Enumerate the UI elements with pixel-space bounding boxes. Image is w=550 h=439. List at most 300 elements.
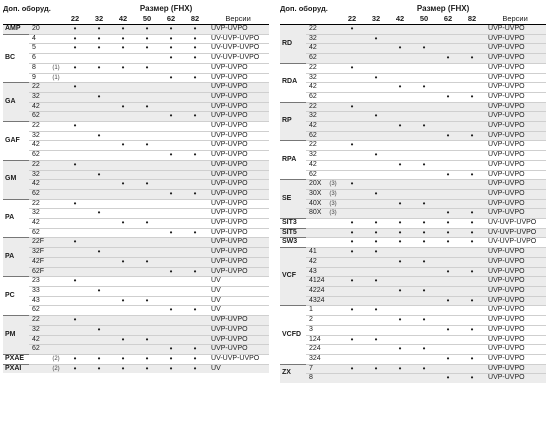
availability-dot: •	[412, 122, 436, 132]
empty-cell	[135, 345, 159, 355]
accessory-code: 22	[29, 122, 49, 132]
empty-cell	[460, 34, 484, 44]
availability-dot: •	[63, 199, 87, 209]
accessory-code: 43	[29, 296, 49, 306]
footnote-ref	[49, 209, 63, 219]
footnote-ref	[326, 131, 340, 141]
accessory-name: PC	[3, 277, 29, 316]
empty-cell	[364, 286, 388, 296]
empty-cell	[111, 122, 135, 132]
empty-cell	[436, 102, 460, 112]
size-group-header: Размер (FHX)	[139, 4, 193, 13]
accessory-name: BC	[3, 34, 29, 83]
availability-dot: •	[87, 34, 111, 44]
empty-cell	[412, 141, 436, 151]
accessory-code: 23	[29, 277, 49, 287]
empty-cell	[412, 306, 436, 316]
versions-value: UVP-UVPO	[484, 44, 546, 54]
empty-cell	[436, 277, 460, 287]
availability-dot: •	[63, 316, 87, 326]
empty-cell	[63, 219, 87, 229]
empty-cell	[436, 248, 460, 258]
availability-dot: •	[460, 267, 484, 277]
empty-cell	[460, 180, 484, 190]
empty-cell	[135, 112, 159, 122]
availability-dot: •	[436, 54, 460, 64]
versions-value: UVP-UVPO	[484, 296, 546, 306]
availability-dot: •	[63, 63, 87, 73]
empty-cell	[388, 277, 412, 287]
availability-dot: •	[111, 34, 135, 44]
empty-cell	[183, 248, 207, 258]
empty-cell	[388, 112, 412, 122]
availability-dot: •	[340, 180, 364, 190]
availability-dot: •	[364, 306, 388, 316]
size-header-22: 22	[340, 14, 364, 25]
versions-value: UVP-UVPO	[484, 277, 546, 287]
empty-cell	[340, 44, 364, 54]
empty-cell	[87, 345, 111, 355]
empty-cell	[135, 54, 159, 64]
footnote-ref	[49, 189, 63, 199]
empty-cell	[388, 354, 412, 364]
table-row	[280, 170, 546, 180]
versions-value: UV	[207, 306, 269, 316]
table-row	[3, 209, 269, 219]
table-row	[280, 34, 546, 44]
table-row	[280, 83, 546, 93]
availability-dot: •	[159, 345, 183, 355]
availability-dot: •	[388, 257, 412, 267]
availability-dot: •	[183, 267, 207, 277]
footnote-ref	[49, 122, 63, 132]
accessory-code: 7	[306, 364, 326, 374]
size-header-42: 42	[388, 14, 412, 25]
size-header-32: 32	[87, 14, 111, 25]
empty-cell	[364, 92, 388, 102]
empty-cell	[388, 54, 412, 64]
empty-cell	[135, 248, 159, 258]
empty-cell	[412, 25, 436, 35]
availability-dot: •	[87, 209, 111, 219]
empty-cell	[63, 345, 87, 355]
availability-dot: •	[183, 54, 207, 64]
empty-cell	[340, 286, 364, 296]
footnote-ref	[326, 296, 340, 306]
empty-cell	[460, 189, 484, 199]
table-row	[3, 238, 269, 248]
empty-cell	[63, 102, 87, 112]
availability-dot: •	[87, 131, 111, 141]
availability-dot: •	[111, 141, 135, 151]
accessory-name: VCF	[280, 248, 306, 306]
availability-dot: •	[340, 102, 364, 112]
availability-dot: •	[135, 25, 159, 35]
table-row	[280, 267, 546, 277]
empty-cell	[111, 325, 135, 335]
table-row	[3, 248, 269, 258]
empty-cell	[340, 92, 364, 102]
compatibility-table-right	[280, 3, 546, 383]
empty-cell	[183, 102, 207, 112]
empty-cell	[460, 102, 484, 112]
empty-cell	[135, 286, 159, 296]
accessory-name: PA	[3, 199, 29, 238]
table-row	[3, 73, 269, 83]
availability-dot: •	[63, 238, 87, 248]
empty-cell	[135, 131, 159, 141]
versions-value: UVP-UVPO	[484, 141, 546, 151]
empty-cell	[436, 257, 460, 267]
availability-dot: •	[412, 316, 436, 326]
table-row	[3, 335, 269, 345]
table-row	[3, 112, 269, 122]
empty-cell	[111, 286, 135, 296]
empty-cell	[388, 374, 412, 383]
empty-cell	[436, 160, 460, 170]
empty-cell	[460, 122, 484, 132]
availability-dot: •	[159, 267, 183, 277]
availability-dot: •	[460, 354, 484, 364]
availability-dot: •	[412, 199, 436, 209]
empty-cell	[159, 219, 183, 229]
availability-dot: •	[183, 345, 207, 355]
accessory-code: 8	[306, 374, 326, 383]
accessory-code: 32	[306, 112, 326, 122]
empty-cell	[183, 257, 207, 267]
empty-cell	[159, 141, 183, 151]
versions-value: UVP-UVPO	[484, 25, 546, 35]
accessory-code: 32	[29, 131, 49, 141]
availability-dot: •	[183, 34, 207, 44]
accessory-code: 42F	[29, 257, 49, 267]
empty-cell	[364, 316, 388, 326]
versions-value: UV-UVP-UVPO	[484, 219, 546, 229]
empty-cell	[388, 25, 412, 35]
footnote-ref	[326, 219, 340, 229]
empty-cell	[135, 325, 159, 335]
size-header-32: 32	[364, 14, 388, 25]
empty-cell	[63, 112, 87, 122]
availability-dot: •	[135, 354, 159, 364]
availability-dot: •	[111, 102, 135, 112]
footnote-ref	[49, 335, 63, 345]
footnote-ref	[326, 248, 340, 258]
accessory-code: 3	[306, 325, 326, 335]
empty-cell	[183, 296, 207, 306]
empty-cell	[436, 141, 460, 151]
table-row	[280, 374, 546, 383]
empty-cell	[87, 112, 111, 122]
footnote-ref	[49, 34, 63, 44]
empty-cell	[183, 83, 207, 93]
availability-dot: •	[183, 73, 207, 83]
footnote-ref	[49, 325, 63, 335]
empty-cell	[63, 151, 87, 161]
footnote-ref	[326, 277, 340, 287]
availability-dot: •	[436, 209, 460, 219]
empty-cell	[388, 209, 412, 219]
table-row	[3, 364, 269, 373]
availability-dot: •	[388, 199, 412, 209]
versions-value: UVP-UVPO	[484, 131, 546, 141]
empty-cell	[436, 34, 460, 44]
versions-value: UVP-UVPO	[207, 209, 269, 219]
empty-cell	[183, 238, 207, 248]
availability-dot: •	[412, 44, 436, 54]
footnote-ref	[49, 141, 63, 151]
empty-cell	[388, 141, 412, 151]
availability-dot: •	[436, 354, 460, 364]
table-row	[280, 25, 546, 35]
versions-value: UV-UVP-UVPO	[207, 34, 269, 44]
table-row	[3, 141, 269, 151]
availability-dot: •	[87, 63, 111, 73]
accessory-code: 2	[306, 316, 326, 326]
versions-value: UVP-UVPO	[207, 25, 269, 35]
availability-dot: •	[388, 83, 412, 93]
availability-dot: •	[63, 277, 87, 287]
availability-dot: •	[460, 238, 484, 248]
empty-cell	[159, 83, 183, 93]
empty-cell	[159, 325, 183, 335]
availability-dot: •	[412, 286, 436, 296]
empty-cell	[183, 170, 207, 180]
empty-cell	[460, 151, 484, 161]
availability-dot: •	[436, 296, 460, 306]
availability-dot: •	[388, 219, 412, 229]
table-row	[280, 277, 546, 287]
table-row	[280, 335, 546, 345]
availability-dot: •	[388, 286, 412, 296]
empty-cell	[460, 335, 484, 345]
availability-dot: •	[87, 364, 111, 373]
header-blank	[280, 14, 340, 25]
empty-cell	[87, 151, 111, 161]
availability-dot: •	[111, 296, 135, 306]
empty-cell	[460, 73, 484, 83]
availability-dot: •	[388, 160, 412, 170]
availability-dot: •	[364, 248, 388, 258]
availability-dot: •	[87, 44, 111, 54]
empty-cell	[436, 316, 460, 326]
empty-cell	[412, 151, 436, 161]
empty-cell	[460, 277, 484, 287]
empty-cell	[412, 277, 436, 287]
empty-cell	[111, 248, 135, 258]
availability-dot: •	[340, 63, 364, 73]
versions-value: UVP-UVPO	[484, 209, 546, 219]
empty-cell	[388, 306, 412, 316]
empty-cell	[388, 34, 412, 44]
accessory-code: 20	[29, 25, 49, 35]
availability-dot: •	[340, 228, 364, 238]
table-row	[280, 189, 546, 199]
empty-cell	[135, 160, 159, 170]
footnote-ref	[326, 325, 340, 335]
availability-dot: •	[87, 248, 111, 258]
empty-cell	[340, 257, 364, 267]
empty-cell	[364, 257, 388, 267]
versions-value: UVP-UVPO	[484, 92, 546, 102]
accessory-name: ZX	[280, 364, 306, 383]
accessory-code: 62	[29, 228, 49, 238]
availability-dot: •	[111, 25, 135, 35]
versions-value: UVP-UVPO	[484, 316, 546, 326]
empty-cell	[183, 160, 207, 170]
availability-dot: •	[159, 112, 183, 122]
versions-header: Версии	[484, 14, 546, 25]
versions-header: Версии	[207, 14, 269, 25]
footnote-ref	[326, 141, 340, 151]
accessory-code	[29, 364, 49, 373]
footnote-ref	[49, 316, 63, 326]
footnote-ref	[49, 296, 63, 306]
versions-value: UVP-UVPO	[207, 238, 269, 248]
empty-cell	[460, 44, 484, 54]
empty-cell	[111, 83, 135, 93]
empty-cell	[87, 267, 111, 277]
availability-dot: •	[460, 92, 484, 102]
footnote-ref: (1)	[49, 73, 63, 83]
empty-cell	[111, 131, 135, 141]
empty-cell	[111, 267, 135, 277]
empty-cell	[460, 112, 484, 122]
availability-dot: •	[183, 306, 207, 316]
table-row	[3, 354, 269, 364]
empty-cell	[87, 316, 111, 326]
empty-cell	[111, 345, 135, 355]
empty-cell	[340, 160, 364, 170]
accessory-code: 22	[29, 316, 49, 326]
accessory-code: 42	[29, 141, 49, 151]
availability-dot: •	[135, 257, 159, 267]
empty-cell	[135, 228, 159, 238]
footnote-ref	[326, 345, 340, 355]
accessory-code: 43	[306, 267, 326, 277]
availability-dot: •	[135, 141, 159, 151]
accessory-name: VCFD	[280, 306, 306, 364]
empty-cell	[87, 141, 111, 151]
availability-dot: •	[111, 63, 135, 73]
empty-cell	[63, 228, 87, 238]
footnote-ref	[326, 160, 340, 170]
empty-cell	[87, 219, 111, 229]
availability-dot: •	[364, 151, 388, 161]
header-blank	[3, 14, 63, 25]
empty-cell	[460, 199, 484, 209]
accessory-code: 62	[306, 131, 326, 141]
table-row	[3, 170, 269, 180]
empty-cell	[412, 73, 436, 83]
accessory-code	[306, 228, 326, 238]
availability-dot: •	[87, 170, 111, 180]
availability-dot: •	[364, 335, 388, 345]
footnote-ref: (3)	[326, 199, 340, 209]
availability-dot: •	[183, 189, 207, 199]
footnote-ref: (3)	[326, 180, 340, 190]
availability-dot: •	[412, 228, 436, 238]
availability-dot: •	[436, 170, 460, 180]
table-row	[3, 44, 269, 54]
accessory-code: 42	[29, 219, 49, 229]
empty-cell	[364, 209, 388, 219]
versions-value: UVP-UVPO	[207, 73, 269, 83]
table-row	[280, 131, 546, 141]
empty-cell	[87, 199, 111, 209]
footnote-ref	[326, 316, 340, 326]
availability-dot: •	[388, 238, 412, 248]
empty-cell	[388, 73, 412, 83]
availability-dot: •	[183, 112, 207, 122]
footnote-ref	[326, 335, 340, 345]
footnote-ref	[49, 151, 63, 161]
accessory-name: PXAE	[3, 354, 29, 364]
size-group-header: Размер (FHX)	[416, 4, 470, 13]
availability-dot: •	[135, 335, 159, 345]
empty-cell	[111, 170, 135, 180]
size-header-82: 82	[460, 14, 484, 25]
empty-cell	[183, 335, 207, 345]
empty-cell	[388, 180, 412, 190]
accessory-code: 42	[306, 83, 326, 93]
table-row	[3, 83, 269, 93]
empty-cell	[87, 296, 111, 306]
table-row	[280, 219, 546, 229]
availability-dot: •	[159, 25, 183, 35]
footnote-ref	[49, 112, 63, 122]
availability-dot: •	[340, 277, 364, 287]
versions-value: UVP-UVPO	[484, 151, 546, 161]
table-row	[280, 160, 546, 170]
empty-cell	[364, 180, 388, 190]
table-row	[3, 160, 269, 170]
versions-value: UVP-UVPO	[207, 112, 269, 122]
empty-cell	[183, 325, 207, 335]
empty-cell	[388, 102, 412, 112]
accessory-code: 62	[306, 92, 326, 102]
empty-cell	[87, 306, 111, 316]
empty-cell	[364, 160, 388, 170]
availability-dot: •	[63, 44, 87, 54]
table-row	[3, 199, 269, 209]
empty-cell	[412, 248, 436, 258]
accessory-code: 42	[29, 180, 49, 190]
availability-dot: •	[159, 151, 183, 161]
empty-cell	[412, 189, 436, 199]
footnote-ref	[49, 267, 63, 277]
footnote-ref	[326, 374, 340, 383]
empty-cell	[412, 335, 436, 345]
accessory-code: 324	[306, 354, 326, 364]
availability-dot: •	[460, 209, 484, 219]
empty-cell	[412, 102, 436, 112]
empty-cell	[340, 34, 364, 44]
availability-dot: •	[63, 354, 87, 364]
availability-dot: •	[159, 228, 183, 238]
empty-cell	[63, 335, 87, 345]
table-row	[3, 34, 269, 44]
empty-cell	[436, 73, 460, 83]
size-header-42: 42	[111, 14, 135, 25]
accessory-code: 80X	[306, 209, 326, 219]
accessory-code: 6	[29, 54, 49, 64]
availability-dot: •	[436, 228, 460, 238]
empty-cell	[159, 122, 183, 132]
footnote-ref	[49, 228, 63, 238]
empty-cell	[340, 209, 364, 219]
table-row	[3, 180, 269, 190]
